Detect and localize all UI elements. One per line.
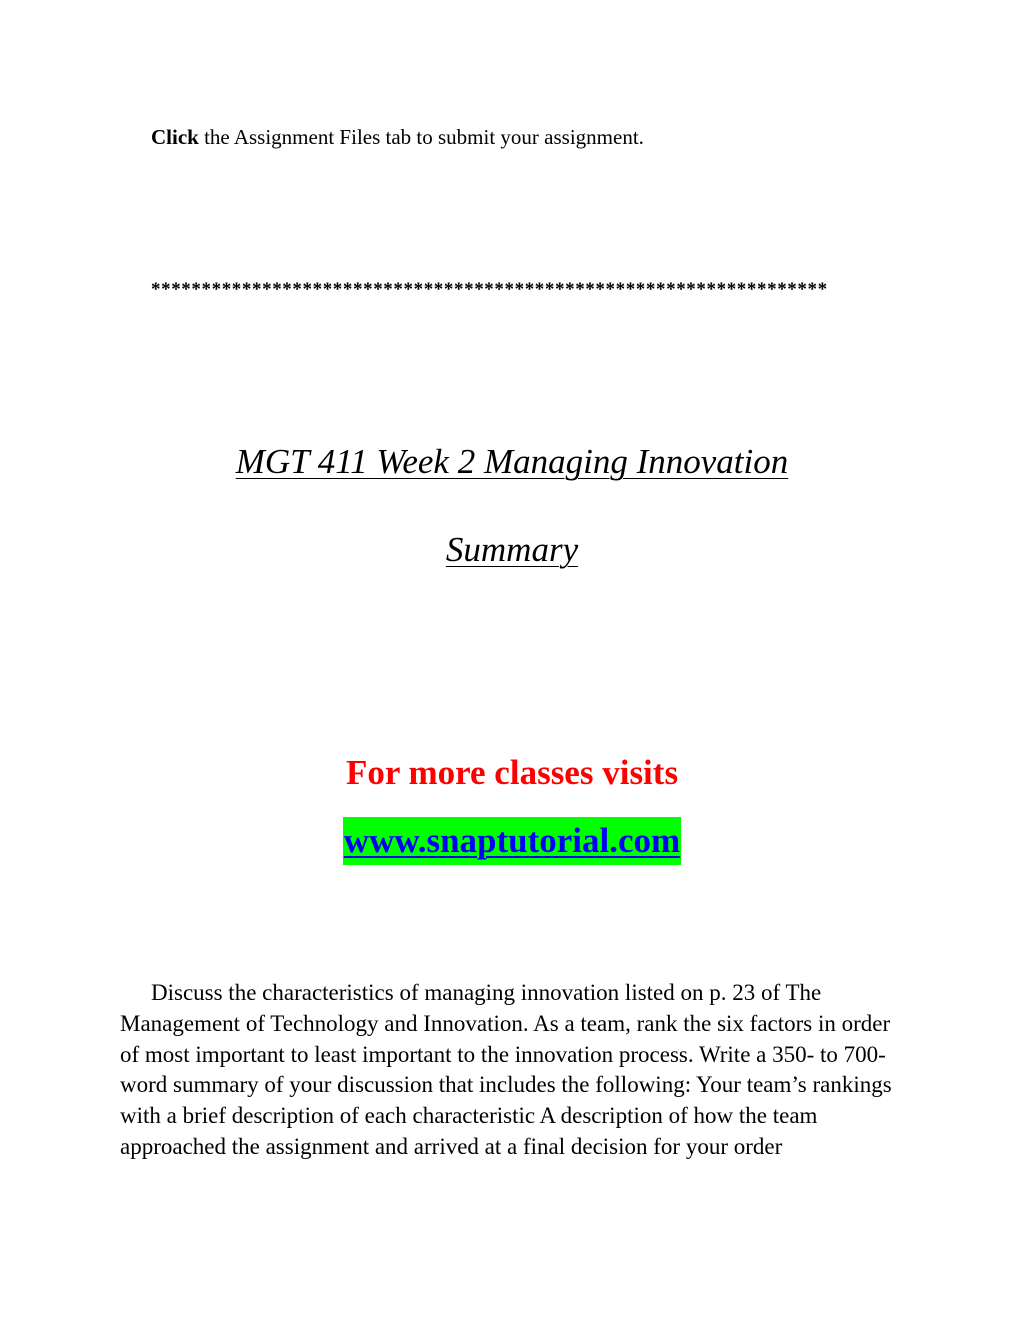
- document-subtitle: [0, 528, 1024, 572]
- website-link[interactable]: www.snaptutorial.com: [343, 817, 681, 865]
- asterisk-separator: *******************************************************************: [151, 279, 828, 300]
- assignment-description: Discuss the characteristics of managing innovation listed on p. 23 of The Management of Technology and Innovation. As a team, rank the six factors in order of most important to least important to the innovation process. Write a 350- to 700-word summary of your discussion that includes the following: Your team’s rankings with a brief description of each characteristic A description of how the team approached the assignment and arrived at a final decision for your order: [120, 980, 892, 1159]
- instruction-emphasis: Click: [151, 125, 199, 149]
- document-title: [0, 440, 1024, 484]
- submission-instruction: [151, 123, 644, 151]
- instruction-text: the Assignment Files tab to submit your assignment.: [198, 125, 644, 149]
- title-line-1: MGT 411 Week 2 Managing Innovation: [235, 442, 789, 481]
- promo-link-container: [0, 817, 1024, 865]
- title-line-2: Summary: [445, 530, 579, 569]
- promo-heading: For more classes visits: [345, 753, 679, 792]
